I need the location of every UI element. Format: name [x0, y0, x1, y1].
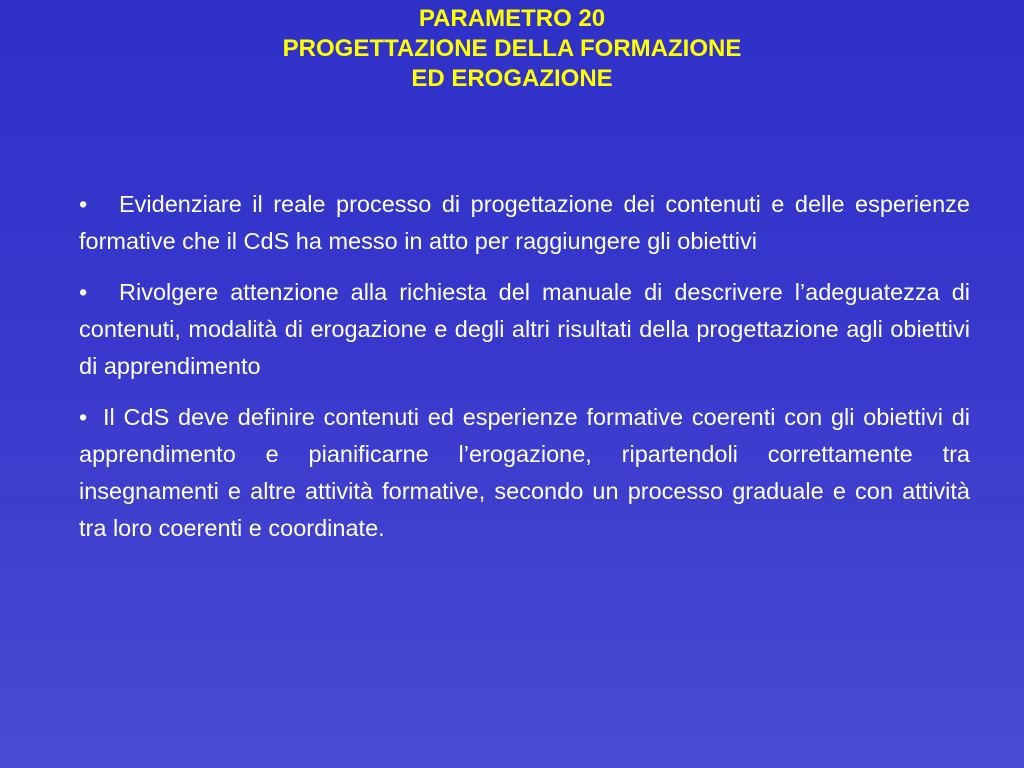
bullet-dot: •: [79, 191, 88, 217]
bullet-item-3: [79, 399, 970, 547]
slide-title: [0, 4, 1024, 94]
bullet-text: Il CdS deve definire contenuti ed esperienze formative coerenti con gli obiettivi di apprendimento e pianificarne l’erogazione, ripartendoli correttamente tra insegnamenti e altre attività formative, secondo un processo graduale e con attività tra loro coerenti e coordinate.: [79, 404, 970, 541]
bullet-dot: •: [79, 279, 88, 305]
bullet-text: Evidenziare il reale processo di progettazione dei contenuti e delle esperienze formative che il CdS ha messo in atto per raggiungere gli obiettivi: [79, 191, 970, 254]
title-line-1: PARAMETRO 20: [418, 5, 606, 32]
title-line-3: ED EROGAZIONE: [411, 65, 613, 92]
bullet-list: [79, 186, 970, 561]
bullet-item-1: [79, 186, 970, 260]
title-line-2: PROGETTAZIONE DELLA FORMAZIONE: [282, 35, 742, 62]
bullet-dot: •: [79, 404, 88, 430]
bullet-text: Rivolgere attenzione alla richiesta del manuale di descrivere l’adeguatezza di contenuti, modalità di erogazione e degli altri risultati della progettazione agli obiettivi di apprendimento: [79, 279, 970, 379]
bullet-item-2: [79, 274, 970, 385]
